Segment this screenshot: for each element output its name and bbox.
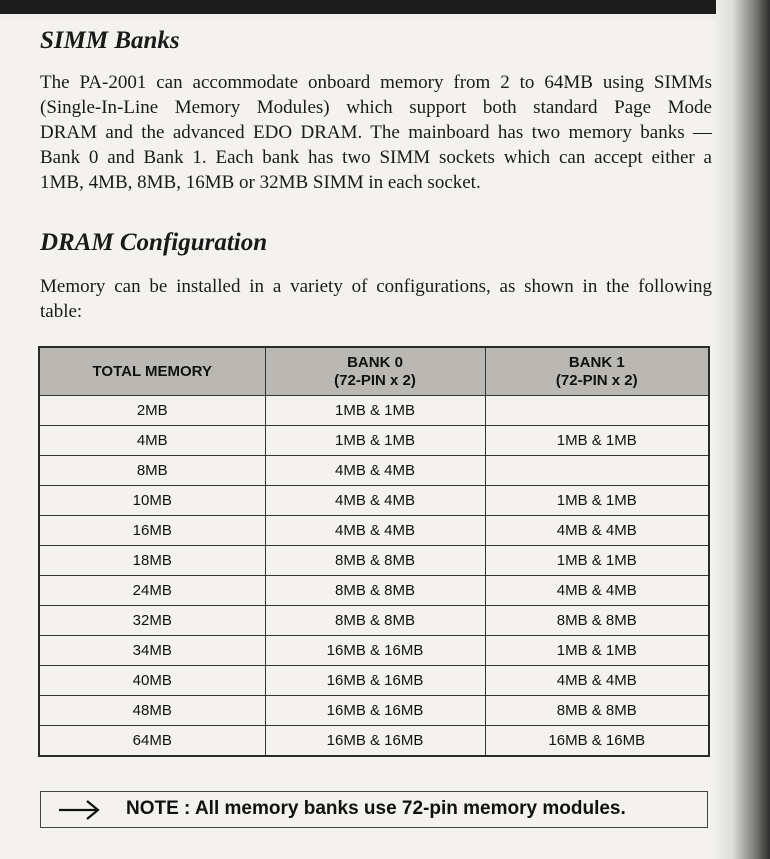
cell-bank-0: 8MB & 8MB [265, 546, 485, 576]
cell-total: 10MB [39, 486, 265, 516]
cell-total: 34MB [39, 636, 265, 666]
dram-configuration-paragraph [40, 274, 712, 324]
cell-bank-1: 1MB & 1MB [485, 546, 709, 576]
table-row [39, 516, 709, 546]
cell-bank-0: 4MB & 4MB [265, 486, 485, 516]
cell-bank-0: 4MB & 4MB [265, 456, 485, 486]
paragraph-line: Bank 0 and Bank 1. Each bank has two SIMM sockets which can accept either a [40, 147, 712, 168]
table-row [39, 486, 709, 516]
cell-bank-0: 8MB & 8MB [265, 576, 485, 606]
section-heading-simm-banks: SIMM Banks [40, 27, 180, 54]
header-total-memory: TOTAL MEMORY [39, 347, 265, 396]
top-rule [0, 0, 716, 14]
table-row [39, 666, 709, 696]
cell-bank-1: 8MB & 8MB [485, 606, 709, 636]
cell-total: 18MB [39, 546, 265, 576]
cell-bank-1 [485, 396, 709, 426]
cell-total: 8MB [39, 456, 265, 486]
table-header-row [39, 347, 709, 396]
cell-total: 24MB [39, 576, 265, 606]
section-heading-dram-configuration: DRAM Configuration [40, 229, 268, 256]
cell-bank-0: 4MB & 4MB [265, 516, 485, 546]
table-row [39, 636, 709, 666]
cell-bank-1 [485, 456, 709, 486]
note-text: NOTE : All memory banks use 72-pin memory modules. [126, 798, 626, 819]
cell-total: 2MB [39, 396, 265, 426]
cell-bank-0: 1MB & 1MB [265, 396, 485, 426]
cell-total: 64MB [39, 726, 265, 757]
cell-total: 40MB [39, 666, 265, 696]
paragraph-line: table: [40, 301, 83, 322]
cell-bank-1: 1MB & 1MB [485, 426, 709, 456]
cell-bank-0: 16MB & 16MB [265, 666, 485, 696]
table-row [39, 456, 709, 486]
header-bank-1: BANK 1 (72-PIN x 2) [485, 347, 709, 396]
cell-bank-1: 4MB & 4MB [485, 576, 709, 606]
simm-banks-paragraph [40, 70, 712, 195]
cell-bank-1: 4MB & 4MB [485, 516, 709, 546]
memory-configuration-table [38, 346, 710, 757]
table-row [39, 426, 709, 456]
table-row [39, 726, 709, 757]
page-edge-shadow [712, 0, 770, 859]
note-box [40, 791, 708, 828]
table-row [39, 696, 709, 726]
table-row [39, 546, 709, 576]
header-bank-0: BANK 0 (72-PIN x 2) [265, 347, 485, 396]
table-row [39, 576, 709, 606]
cell-total: 4MB [39, 426, 265, 456]
paragraph-line: 1MB, 4MB, 8MB, 16MB or 32MB SIMM in each socket. [40, 172, 481, 193]
cell-total: 16MB [39, 516, 265, 546]
cell-bank-0: 16MB & 16MB [265, 696, 485, 726]
cell-bank-0: 8MB & 8MB [265, 606, 485, 636]
cell-bank-1: 1MB & 1MB [485, 636, 709, 666]
paragraph-line: The PA-2001 can accommodate onboard memory from 2 to 64MB using SIMMs [40, 72, 712, 93]
cell-total: 32MB [39, 606, 265, 636]
cell-bank-0: 16MB & 16MB [265, 726, 485, 757]
table-row [39, 396, 709, 426]
cell-bank-1: 4MB & 4MB [485, 666, 709, 696]
cell-bank-1: 8MB & 8MB [485, 696, 709, 726]
right-arrow-icon [57, 797, 101, 823]
cell-bank-1: 1MB & 1MB [485, 486, 709, 516]
cell-bank-0: 16MB & 16MB [265, 636, 485, 666]
paragraph-line: Memory can be installed in a variety of configurations, as shown in the following [40, 276, 712, 297]
cell-bank-0: 1MB & 1MB [265, 426, 485, 456]
paragraph-line: DRAM and the advanced EDO DRAM. The mainboard has two memory banks — [40, 122, 712, 143]
paragraph-line: (Single-In-Line Memory Modules) which support both standard Page Mode [40, 97, 712, 118]
cell-bank-1: 16MB & 16MB [485, 726, 709, 757]
cell-total: 48MB [39, 696, 265, 726]
table-row [39, 606, 709, 636]
